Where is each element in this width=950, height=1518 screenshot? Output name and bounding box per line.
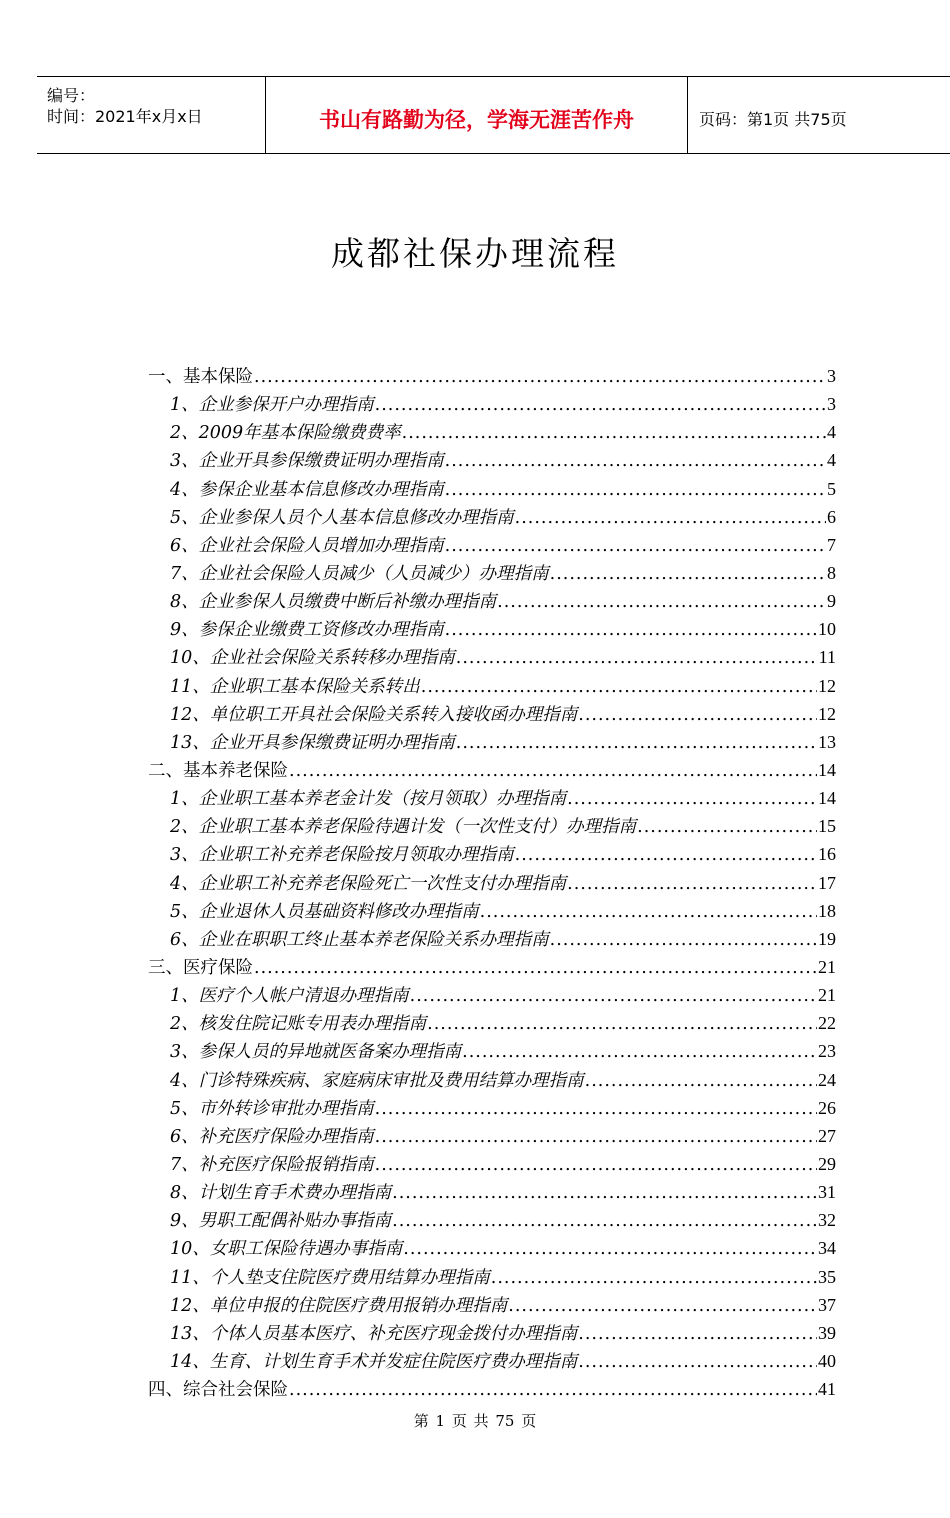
toc-entry-text: 一、基本保险 <box>148 367 253 387</box>
toc-page-number: 16 <box>818 844 836 865</box>
toc-entry[interactable] <box>148 446 836 474</box>
toc-section-entry[interactable] <box>148 362 836 390</box>
toc-page-number: 29 <box>818 1153 836 1174</box>
toc-page-number: 40 <box>818 1350 836 1371</box>
toc-entry[interactable] <box>148 615 836 643</box>
toc-section-entry[interactable] <box>148 953 836 981</box>
toc-page-number: 11 <box>818 647 836 668</box>
table-of-contents <box>148 362 836 1403</box>
toc-page-number: 17 <box>818 872 836 893</box>
toc-dot-leader <box>515 504 826 532</box>
toc-dot-leader <box>497 588 826 616</box>
toc-dot-leader <box>491 1264 817 1292</box>
toc-entry[interactable] <box>148 1066 836 1094</box>
toc-entry[interactable] <box>148 643 836 671</box>
toc-entry-text: 4、企业职工补充养老保险死亡一次性支付办理指南 <box>170 873 567 894</box>
toc-page-number: 35 <box>818 1266 836 1287</box>
toc-entry[interactable] <box>148 587 836 615</box>
toc-dot-leader <box>375 1095 817 1123</box>
toc-entry-text: 9、参保企业缴费工资修改办理指南 <box>170 620 444 641</box>
toc-page-number: 31 <box>818 1182 836 1203</box>
toc-entry-text: 6、补充医疗保险办理指南 <box>170 1126 374 1147</box>
toc-dot-leader <box>567 870 817 898</box>
toc-entry[interactable] <box>148 1206 836 1234</box>
toc-dot-leader <box>375 1151 817 1179</box>
toc-entry-text: 11、企业职工基本保险关系转出 <box>170 676 420 697</box>
toc-dot-leader <box>445 532 826 560</box>
toc-entry-text: 7、补充医疗保险报销指南 <box>170 1154 374 1175</box>
toc-page-number: 21 <box>818 985 836 1006</box>
toc-page-number: 3 <box>827 366 836 386</box>
toc-entry-text: 2、企业职工基本养老保险待遇计发（一次性支付）办理指南 <box>170 817 637 838</box>
toc-page-number: 32 <box>818 1210 836 1231</box>
toc-page-number: 18 <box>818 900 836 921</box>
toc-dot-leader <box>578 1348 817 1376</box>
toc-entry-text: 2、2009年基本保险缴费费率 <box>170 423 401 444</box>
toc-dot-leader <box>515 841 817 869</box>
toc-entry[interactable] <box>148 897 836 925</box>
toc-entry[interactable] <box>148 1234 836 1262</box>
toc-entry-text: 2、核发住院记账专用表办理指南 <box>170 1014 427 1035</box>
toc-entry-text: 6、企业在职职工终止基本养老保险关系办理指南 <box>170 929 549 950</box>
toc-dot-leader <box>392 1207 817 1235</box>
toc-entry[interactable] <box>148 503 836 531</box>
toc-page-number: 26 <box>818 1097 836 1118</box>
toc-dot-leader <box>254 363 826 391</box>
toc-entry[interactable] <box>148 728 836 756</box>
toc-entry-text: 1、企业职工基本养老金计发（按月领取）办理指南 <box>170 789 567 810</box>
toc-entry[interactable] <box>148 981 836 1009</box>
toc-entry[interactable] <box>148 475 836 503</box>
toc-entry-text: 3、参保人员的异地就医备案办理指南 <box>170 1042 462 1063</box>
document-date-label: 时间：2021年x月x日 <box>47 107 203 126</box>
toc-entry[interactable] <box>148 784 836 812</box>
toc-dot-leader <box>567 785 817 813</box>
toc-entry-text: 12、单位申报的住院医疗费用报销办理指南 <box>170 1295 508 1316</box>
toc-page-number: 4 <box>827 450 836 471</box>
toc-entry-text: 4、参保企业基本信息修改办理指南 <box>170 479 444 500</box>
document-title: 成都社保办理流程 <box>331 234 619 273</box>
toc-page-number: 6 <box>827 506 836 527</box>
toc-page-number: 14 <box>818 759 836 780</box>
toc-page-number: 37 <box>818 1294 836 1315</box>
toc-entry-text: 5、企业参保人员个人基本信息修改办理指南 <box>170 507 514 528</box>
toc-entry-text: 5、市外转诊审批办理指南 <box>170 1098 374 1119</box>
toc-entry-text: 1、医疗个人帐户清退办理指南 <box>170 986 409 1007</box>
header-right-cell <box>687 77 950 153</box>
toc-page-number: 23 <box>818 1041 836 1062</box>
toc-page-number: 13 <box>818 731 836 752</box>
toc-page-number: 21 <box>818 956 836 977</box>
toc-page-number: 12 <box>818 703 836 724</box>
toc-dot-leader <box>427 1010 817 1038</box>
toc-page-number: 12 <box>818 675 836 696</box>
toc-page-number: 41 <box>818 1379 836 1400</box>
toc-dot-leader <box>637 813 817 841</box>
toc-entry-text: 13、企业开具参保缴费证明办理指南 <box>170 732 455 753</box>
toc-entry-text: 10、企业社会保险关系转移办理指南 <box>170 648 455 669</box>
toc-entry[interactable] <box>148 390 836 418</box>
toc-dot-leader <box>421 673 817 701</box>
toc-entry-text: 8、计划生育手术费办理指南 <box>170 1183 392 1204</box>
toc-page-number: 10 <box>818 619 836 640</box>
toc-entry-text: 14、生育、计划生育手术并发症住院医疗费办理指南 <box>170 1351 578 1372</box>
toc-entry[interactable] <box>148 812 836 840</box>
toc-page-number: 39 <box>818 1322 836 1343</box>
toc-page-number: 14 <box>818 788 836 809</box>
toc-dot-leader <box>480 898 817 926</box>
toc-entry[interactable] <box>148 559 836 587</box>
toc-dot-leader <box>402 419 826 447</box>
toc-dot-leader <box>445 476 826 504</box>
toc-entry[interactable] <box>148 1291 836 1319</box>
toc-dot-leader <box>403 1235 817 1263</box>
toc-dot-leader <box>585 1067 817 1095</box>
toc-entry-text: 13、个体人员基本医疗、补充医疗现金拨付办理指南 <box>170 1323 578 1344</box>
toc-page-number: 22 <box>818 1013 836 1034</box>
toc-entry-text: 11、个人垫支住院医疗费用结算办理指南 <box>170 1267 490 1288</box>
toc-entry-text: 7、企业社会保险人员减少（人员减少）办理指南 <box>170 563 549 584</box>
toc-entry-text: 9、男职工配偶补贴办事指南 <box>170 1211 392 1232</box>
toc-dot-leader <box>445 447 826 475</box>
toc-entry-text: 5、企业退休人员基础资料修改办理指南 <box>170 901 479 922</box>
toc-entry-text: 3、企业开具参保缴费证明办理指南 <box>170 451 444 472</box>
toc-page-number: 4 <box>827 422 836 443</box>
header-page-code: 页码：第1页 共75页 <box>699 110 847 129</box>
toc-page-number: 34 <box>818 1238 836 1259</box>
toc-entry[interactable] <box>148 1122 836 1150</box>
toc-entry[interactable] <box>148 925 836 953</box>
toc-dot-leader <box>375 1123 817 1151</box>
toc-dot-leader <box>456 644 818 672</box>
toc-dot-leader <box>578 1320 817 1348</box>
toc-entry[interactable] <box>148 1263 836 1291</box>
toc-page-number: 3 <box>827 394 836 415</box>
toc-entry-text: 四、综合社会保险 <box>148 1380 288 1401</box>
toc-entry[interactable] <box>148 531 836 559</box>
toc-entry-text: 3、企业职工补充养老保险按月领取办理指南 <box>170 845 514 866</box>
toc-dot-leader <box>550 926 817 954</box>
toc-page-number: 7 <box>827 534 836 555</box>
toc-dot-leader <box>550 560 826 588</box>
toc-entry[interactable] <box>148 418 836 446</box>
toc-entry-text: 10、女职工保险待遇办事指南 <box>170 1239 403 1260</box>
toc-entry-text: 4、门诊特殊疾病、家庭病床审批及费用结算办理指南 <box>170 1070 584 1091</box>
page-header <box>37 76 950 154</box>
toc-entry[interactable] <box>148 869 836 897</box>
toc-entry-text: 12、单位职工开具社会保险关系转入接收函办理指南 <box>170 704 578 725</box>
toc-page-number: 27 <box>818 1125 836 1146</box>
toc-dot-leader <box>289 1376 817 1404</box>
toc-dot-leader <box>375 391 826 419</box>
toc-entry[interactable] <box>148 1150 836 1178</box>
toc-page-number: 19 <box>818 928 836 949</box>
header-motto-cell <box>265 77 688 153</box>
toc-dot-leader <box>254 954 817 982</box>
toc-entry[interactable] <box>148 1094 836 1122</box>
toc-entry[interactable] <box>148 840 836 868</box>
toc-entry[interactable] <box>148 1319 836 1347</box>
toc-dot-leader <box>462 1038 817 1066</box>
toc-page-number: 15 <box>818 816 836 837</box>
toc-entry[interactable] <box>148 700 836 728</box>
toc-section-entry[interactable] <box>148 756 836 784</box>
toc-entry-text: 8、企业参保人员缴费中断后补缴办理指南 <box>170 592 497 613</box>
toc-page-number: 5 <box>827 478 836 499</box>
toc-entry[interactable] <box>148 1347 836 1375</box>
toc-dot-leader <box>289 757 817 785</box>
toc-page-number: 8 <box>827 562 836 583</box>
document-number-label: 编号： <box>47 86 96 105</box>
toc-entry-text: 三、医疗保险 <box>148 957 253 978</box>
toc-entry-text: 二、基本养老保险 <box>148 760 288 781</box>
toc-entry-text: 6、企业社会保险人员增加办理指南 <box>170 535 444 556</box>
page-footer: 第 1 页 共 75 页 <box>413 1412 537 1430</box>
toc-page-number: 9 <box>827 591 836 612</box>
toc-dot-leader <box>410 982 817 1010</box>
toc-entry[interactable] <box>148 672 836 700</box>
toc-section-entry[interactable] <box>148 1375 836 1403</box>
toc-dot-leader <box>456 729 817 757</box>
header-motto: 书山有路勤为径，学海无涯苦作舟 <box>319 108 634 132</box>
toc-dot-leader <box>508 1292 817 1320</box>
toc-entry-text: 1、企业参保开户办理指南 <box>170 395 374 416</box>
toc-entry[interactable] <box>148 1009 836 1037</box>
toc-dot-leader <box>445 616 817 644</box>
toc-dot-leader <box>392 1179 817 1207</box>
toc-entry[interactable] <box>148 1178 836 1206</box>
toc-dot-leader <box>578 701 817 729</box>
toc-entry[interactable] <box>148 1037 836 1065</box>
header-left-cell <box>37 77 265 153</box>
toc-page-number: 24 <box>818 1069 836 1090</box>
